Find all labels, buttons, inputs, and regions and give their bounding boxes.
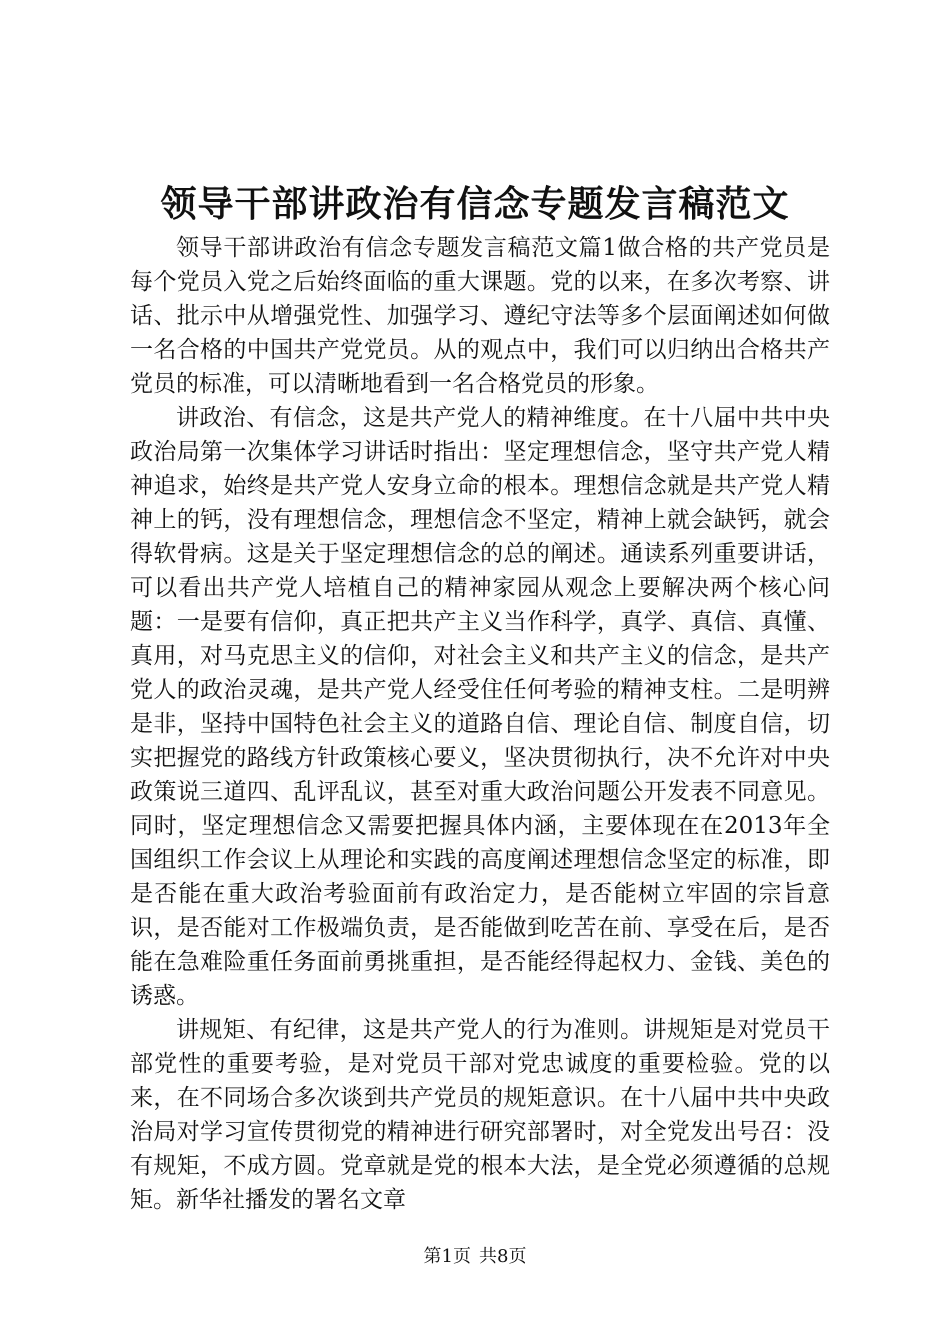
paragraph-1: 领导干部讲政治有信念专题发言稿范文篇1做合格的共产党员是每个党员入党之后始终面临的重大课题。党的以来，在多次考察、讲话、批示中从增强党性、加强学习、遵纪守法等多个层面阐述如何做一名合格的中国共产党党员。从的观点中，我们可以归纳出合格共产党员的标准，可以清晰地看到一名合格党员的形象。 — [130, 235, 830, 397]
page-number: 第1页 — [423, 1246, 471, 1267]
paragraph-3: 讲规矩、有纪律，这是共产党人的行为准则。讲规矩是对党员干部党性的重要考验，是对党员干部对党忠诚度的重要检验。党的以来，在不同场合多次谈到共产党员的规矩意识。在十八届中共中央政治局对学习宣传贯彻党的精神进行研究部署时，对全党发出号召：没有规矩，不成方圆。党章就是党的根本大法，是全党必须遵循的总规矩。新华社播发的署名文章 — [130, 1017, 830, 1213]
page-total: 共8页 — [479, 1246, 527, 1267]
paragraph-2: 讲政治、有信念，这是共产党人的精神维度。在十八届中共中央政治局第一次集体学习讲话时指出：坚定理想信念，坚守共产党人精神追求，始终是共产党人安身立命的根本。理想信念就是共产党人精神上的钙，没有理想信念，理想信念不坚定，精神上就会缺钙，就会得软骨病。这是关于坚定理想信念的总的阐述。通读系列重要讲话，可以看出共产党人培植自己的精神家园从观念上要解决两个核心问题：一是要有信仰，真正把共产主义当作科学，真学、真信、真懂、真用，对马克思主义的信仰，对社会主义和共产主义的信念，是共产党人的政治灵魂，是共产党人经受住任何考验的精神支柱。二是明辨是非，坚持中国特色社会主义的道路自信、理论自信、制度自信，切实把握党的路线方针政策核心要义，坚决贯彻执行，决不允许对中央政策说三道四、乱评乱议，甚至对重大政治问题公开发表不同意见。同时，坚定理想信念又需要把握具体内涵，主要体现在在2013年全国组织工作会议上从理论和实践的高度阐述理想信念坚定的标准，即是否能在重大政治考验面前有政治定力，是否能树立牢固的宗旨意识，是否能对工作极端负责，是否能做到吃苦在前、享受在后，是否能在急难险重任务面前勇挑重担，是否能经得起权力、金钱、美色的诱惑。 — [130, 405, 830, 1009]
document-title: 领导干部讲政治有信念专题发言稿范文 — [160, 183, 790, 225]
page-footer — [0, 1245, 950, 1269]
document-body — [130, 231, 830, 1217]
